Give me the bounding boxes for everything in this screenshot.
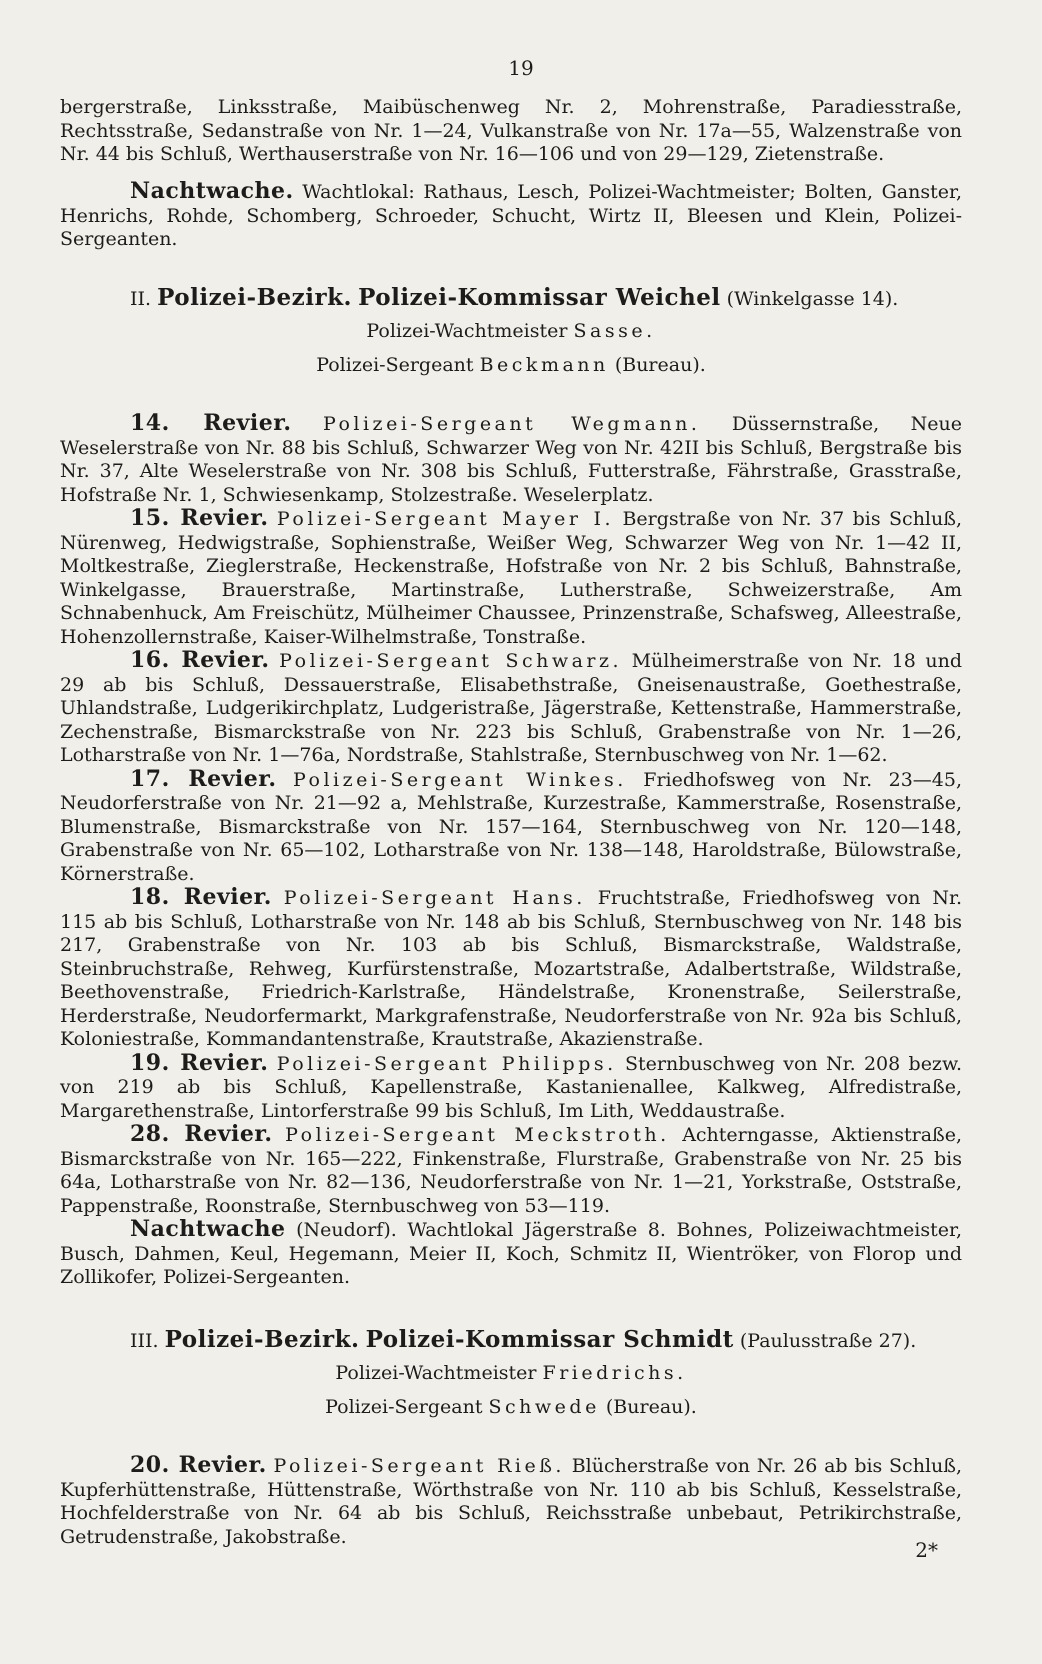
revier-streets: Friedhofsweg von Nr. 23—45, Neudorferstraße von Nr. 21—92 a, Mehlstraße, Kurzestraße, Kammerstraße, Rosenstraße, Blumenstraße, Bismarckstraße von Nr. 157—164, Sternbuschweg von Nr. 120—148, Grabenstraße von Nr. 65—102, Lotharstraße von Nr. 138—148, Haroldstraße, Bülowstraße, Körnerstraße. <box>60 768 962 885</box>
nachtwache-1-block <box>60 180 962 252</box>
nachtwache-2-text: (Neudorf). Wachtlokal Jägerstraße 8. Bohnes, Polizeiwachtmeister, Busch, Dahmen, Keul, Hegemann, Meier II, Koch, Schmitz II, Wientröker, von Florop und Zollikofer, Polizei-Sergeanten. <box>60 1219 962 1288</box>
revier-streets: Düssernstraße, Neue Weselerstraße von Nr. 88 bis Schluß, Schwarzer Weg von Nr. 42II bis Schluß, Bergstraße bis Nr. 37, Alte Weselerstraße von Nr. 308 bis Schluß, Futterstraße, Fährstraße, Grasstraße, Hofstraße Nr. 1, Schwiesenkamp, Stolzestraße. Weselerplatz. <box>60 413 963 506</box>
revier-label: 17. Revier. <box>130 765 277 792</box>
revier-streets: Mülheimerstraße von Nr. 18 und 29 ab bis Schluß, Dessauerstraße, Elisabethstraße, Gneisenaustraße, Goethestraße, Uhlandstraße, Ludgerikirchplatz, Ludgeristraße, Jägerstraße, Kettenstraße, Hammerstraße, Zechenstraße, Bismarckstraße von Nr. 223 bis Schluß, Grabenstraße von Nr. 1—26, Lotharstraße von Nr. 1—76a, Nordstraße, Stahlstraße, Sternbuschweg von Nr. 1—62. <box>60 650 962 766</box>
sergeant-name: Schwede <box>488 1396 600 1418</box>
revier-sergeant: Polizei-Sergeant Hans. <box>283 887 586 909</box>
revier-label: 20. Revier. <box>130 1452 267 1478</box>
page-number: 19 <box>508 56 534 80</box>
top-paragraph: bergerstraße, Linksstraße, Maibüschenweg Nr. 2, Mohrenstraße, Paradiesstraße, Rechtsstraße, Sedanstraße von Nr. 1—24, Vulkanstraße von Nr. 17a—55, Walzenstraße von Nr. 44 bis Schluß, Werthauserstraße von Nr. 16—106 und von 29—129, Zietenstraße. <box>60 96 962 165</box>
bezirk-3-address: (Paulusstraße 27). <box>739 1330 917 1352</box>
revier-label: 16. Revier. <box>130 647 270 673</box>
bezirk-2-header <box>60 283 962 382</box>
top-paragraph-block <box>60 96 962 167</box>
bezirk-2-title-line <box>60 283 962 314</box>
sergeant-note: (Bureau). <box>605 1396 697 1418</box>
bezirk-3-kommissar: Polizei-Kommissar Schmidt <box>365 1326 734 1353</box>
revier-sergeant: Polizei-Sergeant Schwarz. <box>279 650 623 672</box>
revier-streets: Achterngasse, Aktienstraße, Bismarckstraße von Nr. 165—222, Finkenstraße, Flurstraße, Grabenstraße von Nr. 25 bis 64a, Lotharstraße von Nr. 82—136, Neudorferstraße von Nr. 1—21, Yorkstraße, Oststraße, Pappenstraße, Roonstraße, Sternbuschweg von 53—119. <box>60 1124 962 1217</box>
revier-sergeant: Polizei-Sergeant Rieß. <box>273 1455 565 1477</box>
revier-sergeant: Polizei-Sergeant Philipps. <box>276 1052 617 1075</box>
nachtwache-2 <box>60 1218 962 1290</box>
sergeant-note: (Bureau). <box>614 354 706 376</box>
sergeant-label: Polizei-Sergeant <box>325 1396 483 1418</box>
revier-15 <box>60 507 962 649</box>
bezirk-2-sergeant <box>60 348 962 382</box>
bezirk-2-title: Polizei-Bezirk. <box>157 284 353 311</box>
nachtwache-2-label: Nachtwache <box>130 1216 286 1242</box>
revier-20-block <box>60 1454 962 1549</box>
revier-14 <box>60 412 962 507</box>
bezirk-2-address: (Winkelgasse 14). <box>726 288 899 310</box>
revier-label: 15. Revier. <box>130 505 269 531</box>
revier-label: 28. Revier. <box>130 1121 273 1147</box>
revier-streets: Fruchtstraße, Friedhofsweg von Nr. 115 ab bis Schluß, Lotharstraße von Nr. 148 ab bis Schluß, Sternbuschweg von Nr. 148 bis 217, Grabenstraße von Nr. 103 ab bis Schluß, Bismarckstraße, Waldstraße, Steinbruchstraße, Rehweg, Kurfürstenstraße, Mozartstraße, Adalbertstraße, Wildstraße, Beethovenstraße, Friedrich-Karlstraße, Händelstraße, Kronenstraße, Seilerstraße, Herderstraße, Neudorfermarkt, Markgrafenstraße, Neudorferstraße von Nr. 92a bis Schluß, Koloniestraße, Kommandantenstraße, Krautstraße, Akazienstraße. <box>60 887 963 1050</box>
bezirk-2-kommissar: Polizei-Kommissar Weichel <box>358 284 721 311</box>
bezirk-3-title-line <box>60 1325 962 1356</box>
sergeant-label: Polizei-Sergeant <box>316 354 474 376</box>
revier-sergeant: Polizei-Sergeant Wegmann. <box>322 413 701 435</box>
revier-19 <box>60 1049 962 1124</box>
revier-streets: Blücherstraße von Nr. 26 ab bis Schluß, Kupferhüttenstraße, Hüttenstraße, Wörthstraße von Nr. 110 ab bis Schluß, Kesselstraße, Hochfelderstraße von Nr. 64 ab bis Schluß, Reichsstraße unbebaut, Petrikirchstraße, Getrudenstraße, Jakobstraße. <box>60 1455 962 1548</box>
revier-28 <box>60 1123 962 1218</box>
revier-label: 18. Revier. <box>130 884 272 910</box>
reviere-bezirk-2 <box>60 412 962 1290</box>
revier-label: 14. Revier. <box>130 410 292 436</box>
revier-sergeant: Polizei-Sergeant Mayer I. <box>276 508 614 530</box>
revier-18 <box>60 886 962 1052</box>
revier-sergeant: Polizei-Sergeant Meckstroth. <box>285 1124 670 1146</box>
revier-20 <box>60 1454 962 1549</box>
bezirk-3-sergeant <box>60 1390 962 1424</box>
sergeant-name: Beckmann <box>479 354 609 376</box>
revier-17 <box>60 765 962 887</box>
wachtmeister-label: Polizei-Wachtmeister <box>335 1362 537 1384</box>
revier-16 <box>60 649 962 768</box>
nachtwache-1 <box>60 180 962 252</box>
bezirk-3-title: Polizei-Bezirk. <box>164 1326 360 1353</box>
bezirk-2-numeral: II. <box>130 288 152 310</box>
wachtmeister-name: Friedrichs. <box>542 1362 687 1384</box>
revier-streets: Bergstraße von Nr. 37 bis Schluß, Nürenweg, Hedwigstraße, Sophienstraße, Weißer Weg, Schwarzer Weg von Nr. 1—42 II, Moltkestraße, Zieglerstraße, Heckenstraße, Hofstraße von Nr. 2 bis Schluß, Bahnstraße, Winkelgasse, Brauerstraße, Martinstraße, Lutherstraße, Schweizerstraße, Am Schnabenhuck, Am Freischütz, Mülheimer Chaussee, Prinzenstraße, Schafsweg, Alleestraße, Hohenzollernstraße, Kaiser-Wilhelmstraße, Tonstraße. <box>60 508 962 648</box>
bezirk-3-numeral: III. <box>130 1330 159 1352</box>
bezirk-2-wachtmeister <box>60 314 962 348</box>
bezirk-3-wachtmeister <box>60 1356 962 1390</box>
revier-sergeant: Polizei-Sergeant Winkes. <box>292 768 627 791</box>
revier-label: 19. Revier. <box>130 1049 269 1076</box>
nachtwache-1-text: Wachtlokal: Rathaus, Lesch, Polizei-Wachtmeister; Bolten, Ganster, Henrichs, Rohde, Schomberg, Schroeder, Schucht, Wirtz II, Bleesen und Klein, Polizei-Sergeanten. <box>60 181 962 250</box>
wachtmeister-name: Sasse. <box>573 320 656 342</box>
bezirk-3-header <box>60 1325 962 1424</box>
wachtmeister-label: Polizei-Wachtmeister <box>366 320 568 342</box>
revier-streets: Sternbuschweg von Nr. 208 bezw. von 219 ab bis Schluß, Kapellenstraße, Kastanienallee, Kalkweg, Alfredistraße, Margarethenstraße, Lintorferstraße 99 bis Schluß, Im Lith, Weddaustraße. <box>60 1052 962 1122</box>
signature-mark: 2* <box>915 1538 938 1562</box>
nachtwache-1-label: Nachtwache. <box>130 178 294 204</box>
